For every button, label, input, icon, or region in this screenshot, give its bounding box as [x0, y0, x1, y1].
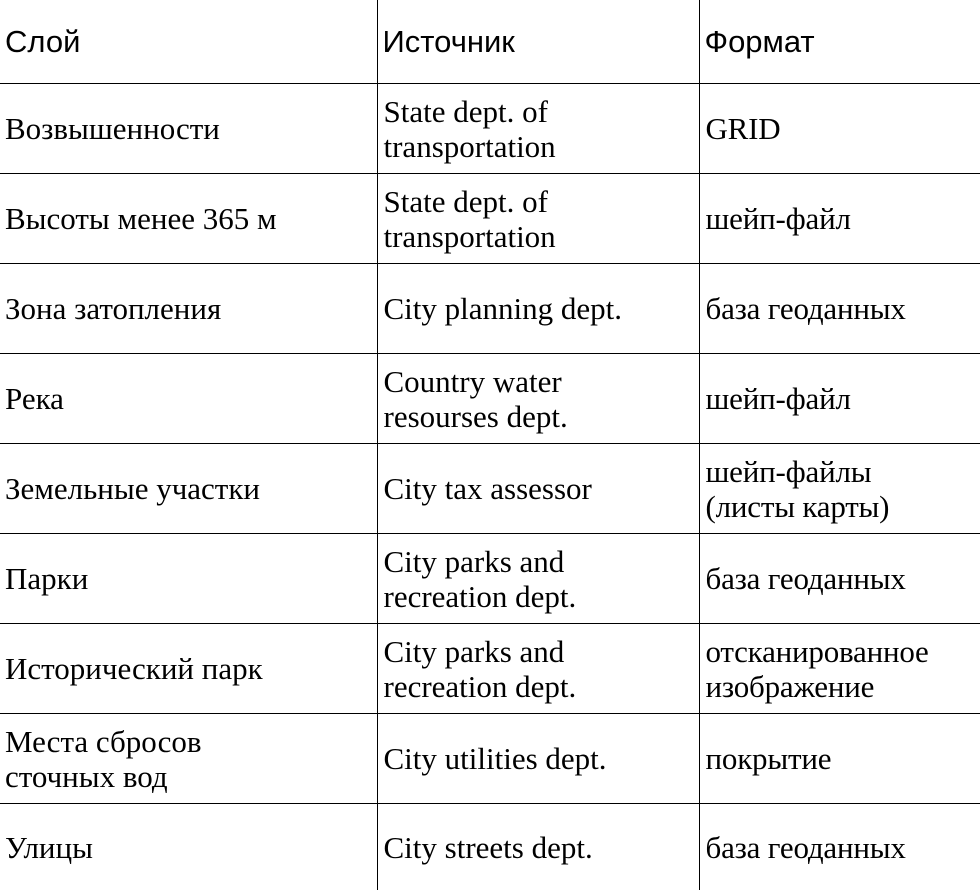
cell-source: Country water resourses dept.	[377, 354, 699, 444]
header-layer: Слой	[0, 0, 377, 84]
table-body	[0, 84, 980, 890]
cell-layer: Парки	[0, 534, 377, 624]
cell-format: шейп-файл	[699, 174, 980, 264]
cell-format: база геоданных	[699, 264, 980, 354]
cell-format: шейп-файлы (листы карты)	[699, 444, 980, 534]
cell-format: GRID	[699, 84, 980, 174]
table-row	[0, 84, 980, 174]
cell-layer: Улицы	[0, 804, 377, 890]
cell-source: State dept. of transportation	[377, 174, 699, 264]
cell-source: City parks and recreation dept.	[377, 534, 699, 624]
cell-format: база геоданных	[699, 804, 980, 890]
cell-layer: Река	[0, 354, 377, 444]
cell-layer: Высоты менее 365 м	[0, 174, 377, 264]
table-row	[0, 624, 980, 714]
header-row	[0, 0, 980, 84]
table-row	[0, 714, 980, 804]
cell-layer: Возвышенности	[0, 84, 377, 174]
cell-layer: Земельные участки	[0, 444, 377, 534]
header-format: Формат	[699, 0, 980, 84]
table-row	[0, 534, 980, 624]
table-row	[0, 804, 980, 890]
cell-layer: Места сбросов сточных вод	[0, 714, 377, 804]
cell-source: City streets dept.	[377, 804, 699, 890]
table-header	[0, 0, 980, 84]
table-row	[0, 264, 980, 354]
cell-source: State dept. of transportation	[377, 84, 699, 174]
header-source: Источник	[377, 0, 699, 84]
cell-format: покрытие	[699, 714, 980, 804]
cell-layer: Исторический парк	[0, 624, 377, 714]
table-row	[0, 444, 980, 534]
cell-layer: Зона затопления	[0, 264, 377, 354]
cell-format: база геоданных	[699, 534, 980, 624]
cell-format: отсканированное изображение	[699, 624, 980, 714]
cell-source: City tax assessor	[377, 444, 699, 534]
cell-source: City planning dept.	[377, 264, 699, 354]
table-row	[0, 354, 980, 444]
cell-format: шейп-файл	[699, 354, 980, 444]
table-row	[0, 174, 980, 264]
cell-source: City utilities dept.	[377, 714, 699, 804]
cell-source: City parks and recreation dept.	[377, 624, 699, 714]
